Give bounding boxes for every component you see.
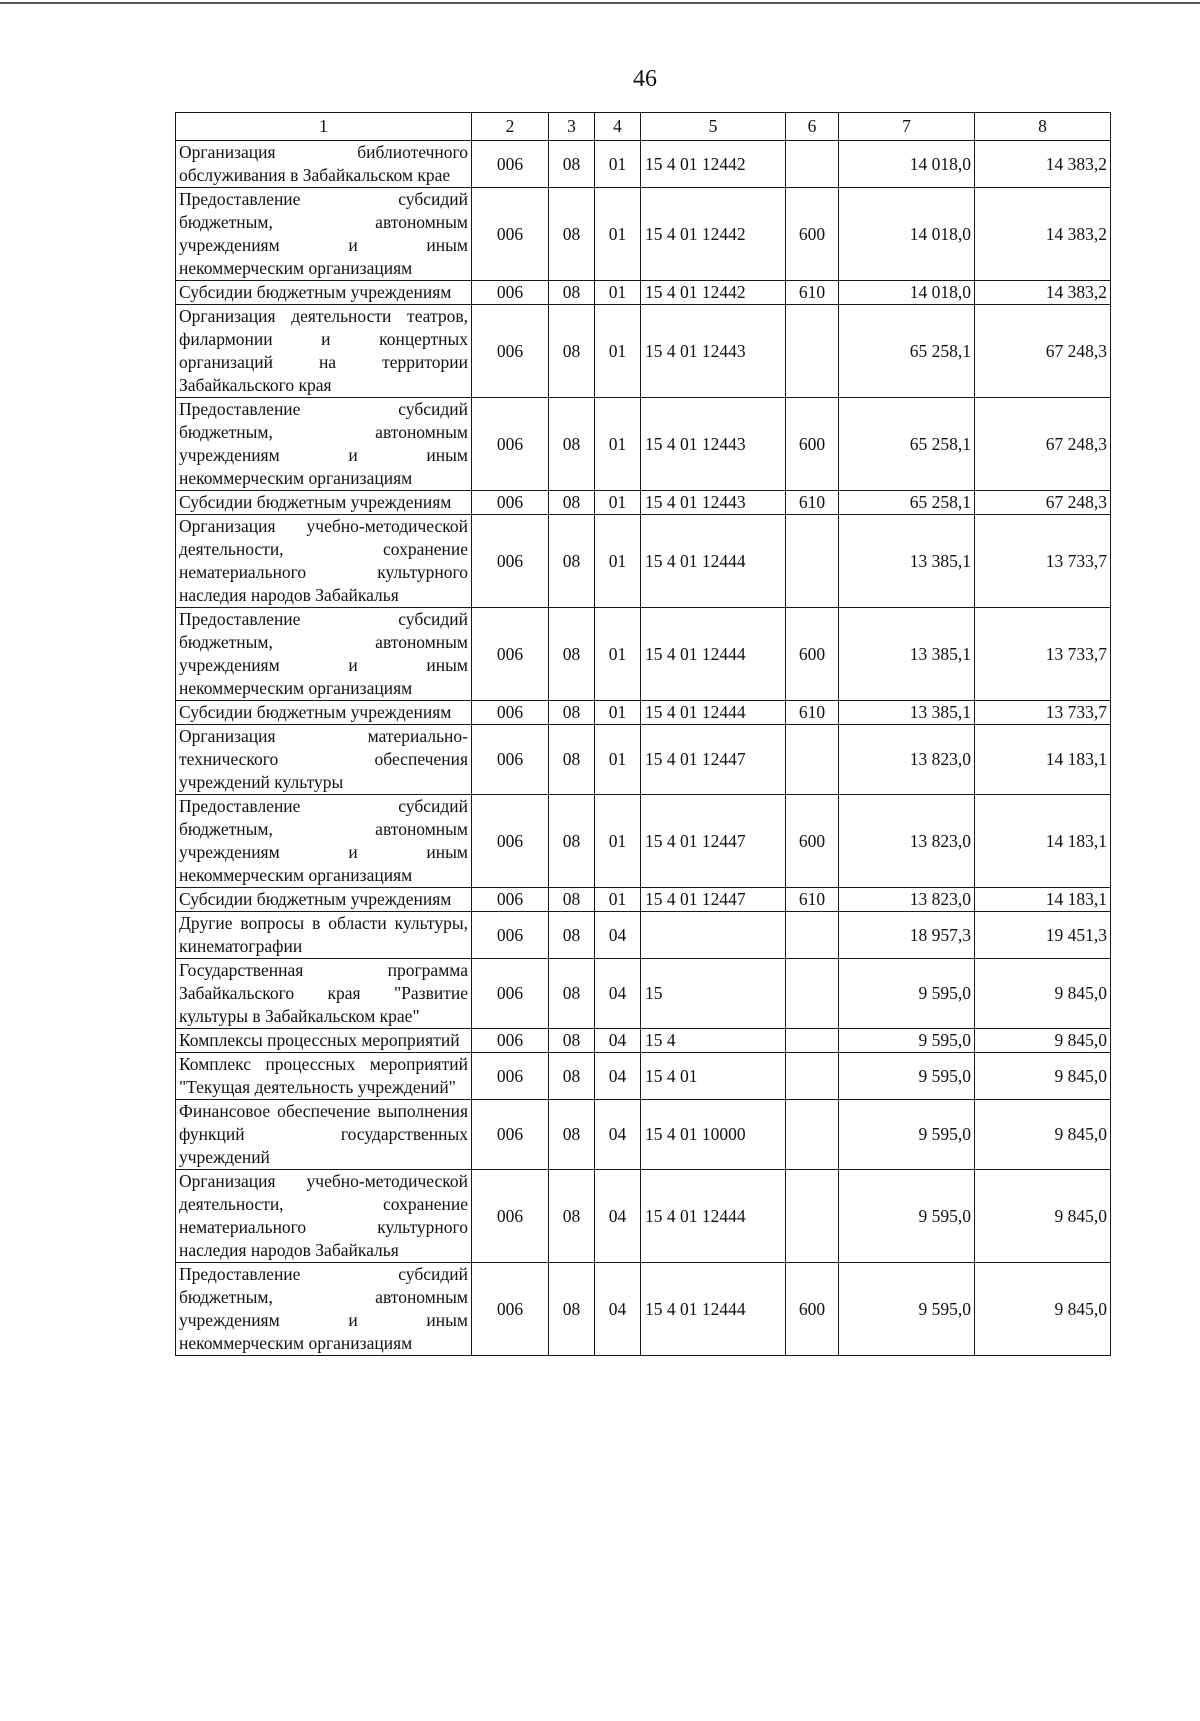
row-name-cell: Государственная программа Забайкальского края "Развитие культуры в Забайкальском крае" xyxy=(176,959,472,1029)
cell-expense-type xyxy=(786,1029,839,1053)
cell-section-code: 08 xyxy=(549,1053,595,1100)
cell-amount-col8: 9 845,0 xyxy=(975,1263,1111,1356)
cell-subsection-code: 01 xyxy=(595,398,641,491)
cell-subsection-code: 01 xyxy=(595,888,641,912)
column-header: 1 xyxy=(176,113,472,141)
cell-subsection-code: 04 xyxy=(595,1170,641,1263)
cell-section-code: 08 xyxy=(549,701,595,725)
cell-subsection-code: 04 xyxy=(595,1263,641,1356)
cell-expense-type xyxy=(786,725,839,795)
cell-section-code: 08 xyxy=(549,608,595,701)
table-row xyxy=(176,1170,1111,1263)
column-header: 2 xyxy=(472,113,549,141)
cell-amount-col7: 13 385,1 xyxy=(839,608,975,701)
table-row xyxy=(176,888,1111,912)
cell-amount-col8: 67 248,3 xyxy=(975,398,1111,491)
column-header: 4 xyxy=(595,113,641,141)
table-row xyxy=(176,1263,1111,1356)
row-name-cell: Субсидии бюджетным учреждениям xyxy=(176,701,472,725)
cell-section-code: 08 xyxy=(549,398,595,491)
cell-section-code: 08 xyxy=(549,959,595,1029)
cell-expense-type xyxy=(786,1170,839,1263)
table-row xyxy=(176,398,1111,491)
cell-target-article: 15 4 01 10000 xyxy=(641,1100,786,1170)
cell-amount-col7: 9 595,0 xyxy=(839,1100,975,1170)
cell-expense-type xyxy=(786,515,839,608)
cell-section-code: 08 xyxy=(549,281,595,305)
cell-ministry-code: 006 xyxy=(472,141,549,188)
cell-amount-col7: 14 018,0 xyxy=(839,141,975,188)
table-row xyxy=(176,608,1111,701)
cell-amount-col7: 65 258,1 xyxy=(839,398,975,491)
row-name-cell: Предоставление субсидий бюджетным, автономным учреждениям и иным некоммерческим организациям xyxy=(176,1263,472,1356)
cell-amount-col8: 14 383,2 xyxy=(975,188,1111,281)
cell-expense-type xyxy=(786,305,839,398)
cell-target-article: 15 4 01 12447 xyxy=(641,795,786,888)
table-row xyxy=(176,959,1111,1029)
cell-ministry-code: 006 xyxy=(472,608,549,701)
cell-amount-col8: 13 733,7 xyxy=(975,608,1111,701)
cell-subsection-code: 01 xyxy=(595,491,641,515)
row-name-cell: Другие вопросы в области культуры, кинематографии xyxy=(176,912,472,959)
column-header: 7 xyxy=(839,113,975,141)
table-row xyxy=(176,281,1111,305)
row-name-cell: Предоставление субсидий бюджетным, автономным учреждениям и иным некоммерческим организациям xyxy=(176,188,472,281)
cell-amount-col8: 14 183,1 xyxy=(975,795,1111,888)
cell-amount-col7: 9 595,0 xyxy=(839,1170,975,1263)
cell-expense-type: 600 xyxy=(786,795,839,888)
cell-section-code: 08 xyxy=(549,491,595,515)
cell-amount-col8: 9 845,0 xyxy=(975,1100,1111,1170)
cell-ministry-code: 006 xyxy=(472,912,549,959)
table-row xyxy=(176,912,1111,959)
cell-amount-col8: 14 183,1 xyxy=(975,888,1111,912)
cell-expense-type: 610 xyxy=(786,701,839,725)
row-name-cell: Субсидии бюджетным учреждениям xyxy=(176,281,472,305)
table-row xyxy=(176,1100,1111,1170)
cell-target-article: 15 4 01 xyxy=(641,1053,786,1100)
cell-target-article: 15 4 01 12444 xyxy=(641,1263,786,1356)
row-name-cell: Субсидии бюджетным учреждениям xyxy=(176,888,472,912)
column-header: 8 xyxy=(975,113,1111,141)
cell-ministry-code: 006 xyxy=(472,188,549,281)
cell-amount-col8: 67 248,3 xyxy=(975,491,1111,515)
cell-section-code: 08 xyxy=(549,1029,595,1053)
cell-subsection-code: 01 xyxy=(595,281,641,305)
cell-target-article: 15 4 01 12444 xyxy=(641,701,786,725)
header-row xyxy=(176,113,1111,141)
cell-expense-type: 610 xyxy=(786,491,839,515)
row-name-cell: Организация библиотечного обслуживания в Забайкальском крае xyxy=(176,141,472,188)
cell-target-article: 15 4 01 12442 xyxy=(641,281,786,305)
cell-amount-col7: 14 018,0 xyxy=(839,188,975,281)
cell-amount-col7: 13 823,0 xyxy=(839,795,975,888)
table-row xyxy=(176,305,1111,398)
cell-amount-col7: 13 385,1 xyxy=(839,515,975,608)
cell-amount-col8: 19 451,3 xyxy=(975,912,1111,959)
cell-target-article: 15 4 01 12447 xyxy=(641,888,786,912)
cell-expense-type xyxy=(786,912,839,959)
cell-target-article: 15 4 01 12444 xyxy=(641,1170,786,1263)
cell-target-article: 15 4 01 12442 xyxy=(641,188,786,281)
cell-section-code: 08 xyxy=(549,1170,595,1263)
cell-subsection-code: 04 xyxy=(595,912,641,959)
cell-amount-col7: 65 258,1 xyxy=(839,491,975,515)
cell-subsection-code: 01 xyxy=(595,725,641,795)
cell-amount-col8: 14 183,1 xyxy=(975,725,1111,795)
cell-section-code: 08 xyxy=(549,141,595,188)
cell-ministry-code: 006 xyxy=(472,281,549,305)
table-row xyxy=(176,701,1111,725)
cell-ministry-code: 006 xyxy=(472,1053,549,1100)
row-name-cell: Организация учебно-методической деятельности, сохранение нематериального культурного наследия народов Забайкалья xyxy=(176,1170,472,1263)
cell-amount-col7: 13 823,0 xyxy=(839,888,975,912)
cell-subsection-code: 01 xyxy=(595,701,641,725)
cell-subsection-code: 01 xyxy=(595,188,641,281)
cell-section-code: 08 xyxy=(549,912,595,959)
cell-target-article: 15 4 01 12444 xyxy=(641,515,786,608)
cell-ministry-code: 006 xyxy=(472,491,549,515)
cell-ministry-code: 006 xyxy=(472,1029,549,1053)
cell-amount-col7: 13 385,1 xyxy=(839,701,975,725)
cell-amount-col7: 9 595,0 xyxy=(839,1029,975,1053)
cell-amount-col8: 14 383,2 xyxy=(975,141,1111,188)
cell-amount-col7: 18 957,3 xyxy=(839,912,975,959)
column-header: 3 xyxy=(549,113,595,141)
cell-subsection-code: 04 xyxy=(595,1029,641,1053)
cell-ministry-code: 006 xyxy=(472,725,549,795)
cell-ministry-code: 006 xyxy=(472,888,549,912)
cell-subsection-code: 04 xyxy=(595,1100,641,1170)
cell-expense-type: 600 xyxy=(786,188,839,281)
cell-subsection-code: 01 xyxy=(595,608,641,701)
cell-amount-col8: 9 845,0 xyxy=(975,1029,1111,1053)
cell-ministry-code: 006 xyxy=(472,795,549,888)
row-name-cell: Комплекс процессных мероприятий "Текущая деятельность учреждений" xyxy=(176,1053,472,1100)
row-name-cell: Предоставление субсидий бюджетным, автономным учреждениям и иным некоммерческим организациям xyxy=(176,795,472,888)
table-row xyxy=(176,725,1111,795)
cell-amount-col8: 13 733,7 xyxy=(975,701,1111,725)
row-name-cell: Организация деятельности театров, филармонии и концертных организаций на территории Забайкальского края xyxy=(176,305,472,398)
cell-ministry-code: 006 xyxy=(472,515,549,608)
cell-target-article: 15 xyxy=(641,959,786,1029)
row-name-cell: Организация учебно-методической деятельности, сохранение нематериального культурного наследия народов Забайкалья xyxy=(176,515,472,608)
budget-table xyxy=(175,112,1111,1356)
cell-expense-type: 600 xyxy=(786,608,839,701)
cell-amount-col7: 14 018,0 xyxy=(839,281,975,305)
column-header: 6 xyxy=(786,113,839,141)
column-header: 5 xyxy=(641,113,786,141)
cell-amount-col8: 13 733,7 xyxy=(975,515,1111,608)
cell-target-article: 15 4 xyxy=(641,1029,786,1053)
cell-ministry-code: 006 xyxy=(472,305,549,398)
cell-section-code: 08 xyxy=(549,795,595,888)
cell-amount-col7: 65 258,1 xyxy=(839,305,975,398)
cell-ministry-code: 006 xyxy=(472,398,549,491)
cell-subsection-code: 04 xyxy=(595,1053,641,1100)
cell-subsection-code: 01 xyxy=(595,515,641,608)
cell-amount-col8: 14 383,2 xyxy=(975,281,1111,305)
cell-section-code: 08 xyxy=(549,725,595,795)
cell-amount-col7: 9 595,0 xyxy=(839,959,975,1029)
row-name-cell: Предоставление субсидий бюджетным, автономным учреждениям и иным некоммерческим организациям xyxy=(176,398,472,491)
row-name-cell: Комплексы процессных мероприятий xyxy=(176,1029,472,1053)
cell-amount-col8: 9 845,0 xyxy=(975,959,1111,1029)
cell-amount-col7: 13 823,0 xyxy=(839,725,975,795)
cell-amount-col8: 9 845,0 xyxy=(975,1053,1111,1100)
cell-subsection-code: 04 xyxy=(595,959,641,1029)
cell-subsection-code: 01 xyxy=(595,795,641,888)
cell-ministry-code: 006 xyxy=(472,1100,549,1170)
cell-expense-type: 610 xyxy=(786,281,839,305)
row-name-cell: Субсидии бюджетным учреждениям xyxy=(176,491,472,515)
cell-target-article: 15 4 01 12443 xyxy=(641,398,786,491)
cell-subsection-code: 01 xyxy=(595,305,641,398)
cell-target-article: 15 4 01 12443 xyxy=(641,305,786,398)
cell-expense-type xyxy=(786,1053,839,1100)
row-name-cell: Финансовое обеспечение выполнения функций государственных учреждений xyxy=(176,1100,472,1170)
cell-ministry-code: 006 xyxy=(472,959,549,1029)
cell-section-code: 08 xyxy=(549,515,595,608)
row-name-cell: Организация материально-технического обеспечения учреждений культуры xyxy=(176,725,472,795)
table-row xyxy=(176,1029,1111,1053)
cell-amount-col7: 9 595,0 xyxy=(839,1263,975,1356)
cell-expense-type: 600 xyxy=(786,398,839,491)
table-row xyxy=(176,188,1111,281)
cell-ministry-code: 006 xyxy=(472,701,549,725)
cell-section-code: 08 xyxy=(549,1100,595,1170)
table-row xyxy=(176,1053,1111,1100)
cell-amount-col8: 67 248,3 xyxy=(975,305,1111,398)
cell-amount-col7: 9 595,0 xyxy=(839,1053,975,1100)
table-row xyxy=(176,491,1111,515)
cell-ministry-code: 006 xyxy=(472,1263,549,1356)
table-row xyxy=(176,795,1111,888)
cell-expense-type xyxy=(786,141,839,188)
cell-target-article xyxy=(641,912,786,959)
cell-amount-col8: 9 845,0 xyxy=(975,1170,1111,1263)
cell-section-code: 08 xyxy=(549,305,595,398)
cell-target-article: 15 4 01 12443 xyxy=(641,491,786,515)
cell-expense-type: 610 xyxy=(786,888,839,912)
table-row xyxy=(176,141,1111,188)
page-number: 46 xyxy=(633,66,657,92)
table-row xyxy=(176,515,1111,608)
cell-ministry-code: 006 xyxy=(472,1170,549,1263)
cell-section-code: 08 xyxy=(549,888,595,912)
top-rule xyxy=(0,2,1200,4)
cell-expense-type xyxy=(786,959,839,1029)
cell-section-code: 08 xyxy=(549,188,595,281)
cell-section-code: 08 xyxy=(549,1263,595,1356)
cell-subsection-code: 01 xyxy=(595,141,641,188)
cell-target-article: 15 4 01 12444 xyxy=(641,608,786,701)
cell-expense-type: 600 xyxy=(786,1263,839,1356)
row-name-cell: Предоставление субсидий бюджетным, автономным учреждениям и иным некоммерческим организациям xyxy=(176,608,472,701)
cell-expense-type xyxy=(786,1100,839,1170)
cell-target-article: 15 4 01 12442 xyxy=(641,141,786,188)
cell-target-article: 15 4 01 12447 xyxy=(641,725,786,795)
